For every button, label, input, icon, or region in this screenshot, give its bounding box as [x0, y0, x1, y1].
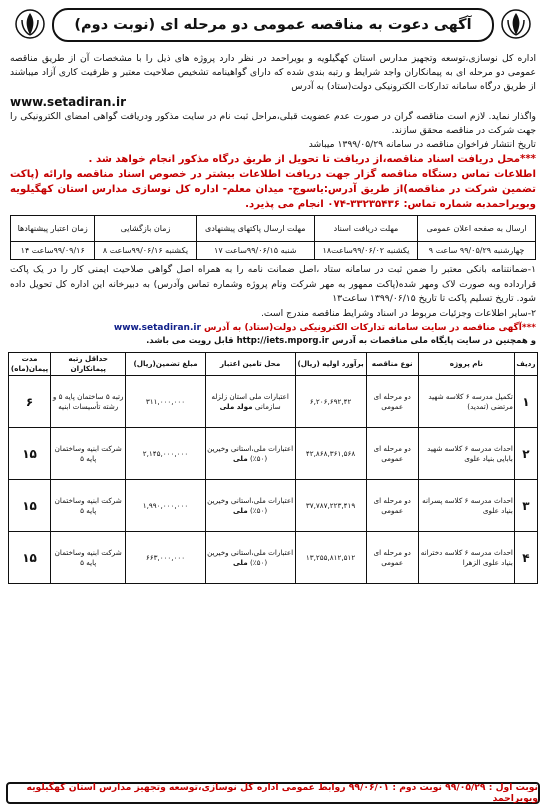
cell-source-text: اعتبارات ملی،استانی وخیرین (۵۰٪)	[207, 495, 294, 515]
schedule-header: ارسال به صفحه اعلان عمومی	[418, 216, 536, 242]
cell-row: ۴	[514, 532, 537, 584]
schedule-value: یکشنبه ۹۹/۰۶/۱۶ساعت ۸	[95, 242, 196, 260]
projects-table	[8, 352, 538, 584]
schedule-header: زمان اعتبار پیشنهادها	[11, 216, 95, 242]
col-header-source: محل تامین اعتبار	[205, 353, 295, 376]
cell-row: ۲	[514, 428, 537, 480]
col-header-row: ردیف	[514, 353, 537, 376]
cell-budget: ۶,۲۰۶,۶۹۲,۴۲	[295, 376, 366, 428]
intro-text-2: واگذار نماید. لازم است مناقصه گران در صورت عدم عضویت قبلی،مراحل ثبت نام در سایت مذکور ودریافت گواهی امضای الکترونیکی را جهت شرکت در مناقصه محقق سازند.	[10, 110, 536, 136]
iets-notice-tail: قابل رویت می باشد.	[146, 336, 234, 347]
iets-notice-text: و همچنین در سایت پایگاه ملی مناقصات به آدرس	[331, 336, 536, 347]
col-header-duration: مدت پیمان(ماه)	[9, 353, 51, 376]
cell-row: ۳	[514, 480, 537, 532]
cell-name: تکمیل مدرسه ۶ کلاسه شهید مرتضی (تمدید)	[418, 376, 514, 428]
publish-date: تاریخ انتشار فراخوان مناقصه در سامانه ۱۳۹۹/۰۵/۲۹ میباشد	[308, 139, 536, 151]
cell-source	[205, 428, 295, 480]
col-header-type: نوع مناقصه	[366, 353, 418, 376]
cell-type: دو مرحله ای عمومی	[366, 376, 418, 428]
cell-source-text: اعتبارات ملی،استانی وخیرین (۵۰٪)	[207, 547, 294, 567]
header	[8, 6, 538, 46]
cell-source	[205, 376, 295, 428]
table-row	[9, 428, 538, 480]
schedule-header: مهلت دریافت اسناد	[314, 216, 417, 242]
cell-name: احداث مدرسه ۶ کلاسه پسرانه بنیاد علوی	[418, 480, 514, 532]
table-row	[9, 376, 538, 428]
cell-name: احداث مدرسه ۶ کلاسه دخترانه بنیاد علوی الزهرا	[418, 532, 514, 584]
cell-budget: ۳۷,۷۸۷,۲۲۳,۴۱۹	[295, 480, 366, 532]
col-header-name: نام پروژه	[418, 353, 514, 376]
cell-source-text: اعتبارات ملی استان زلزله سازمانی	[211, 391, 289, 411]
cell-source-label: مولد ملی	[219, 401, 253, 411]
notice-contact-info: اطلاعات تماس دستگاه مناقصه گزار جهت دریافت اطلاعات بیشتر در خصوص اسناد مناقصه وارائه (پاکت تضمین شرکت در مناقصه)از طریق آدرس:یاسوج- میدان معلم- اداره کل نوسازی مدارس استان کهگیلویه وبویراحمدبه شماره تماس: ۳۳۲۳۵۴۳۶-۰۷۴ انجام می پذیرد.	[10, 169, 536, 211]
setad-notice	[6, 321, 540, 335]
schedule-value: شنبه ۹۹/۰۶/۱۵ساعت ۱۷	[196, 242, 314, 260]
setad-notice-link[interactable]: www.setadiran.ir	[113, 323, 201, 334]
schedule-header: زمان بازگشایی	[95, 216, 196, 242]
cell-source	[205, 532, 295, 584]
cell-source-label: ملی	[233, 453, 248, 463]
emblem-icon	[500, 8, 532, 40]
cell-budget: ۱۳,۲۵۵,۸۱۲,۵۱۲	[295, 532, 366, 584]
cell-budget: ۴۲,۸۶۸,۳۶۱,۵۶۸	[295, 428, 366, 480]
cell-name: احداث مدرسه ۶ کلاسه شهید بابایی بنیاد علوی	[418, 428, 514, 480]
cell-type: دو مرحله ای عمومی	[366, 428, 418, 480]
cell-type: دو مرحله ای عمومی	[366, 532, 418, 584]
setad-link[interactable]: www.setadiran.ir	[10, 94, 127, 109]
cell-source	[205, 480, 295, 532]
schedule-value: یکشنبه ۹۹/۰۶/۰۲ساعت۱۸	[314, 242, 417, 260]
cell-duration: ۱۵	[9, 428, 51, 480]
notice-document-location: ***محل دریافت اسناد مناقصه،از دریافت تا تحویل از طریق درگاه مذکور انجام خواهد شد .	[88, 154, 536, 166]
cell-rank: شرکت ابنیه وساختمان پایه ۵	[51, 428, 126, 480]
footer	[6, 782, 540, 804]
schedule-value: چهارشنبه ۹۹/۰۵/۲۹ ساعت ۹	[418, 242, 536, 260]
schedule-table	[10, 215, 536, 260]
guarantee-instructions: ۱-ضمانتنامه بانکی معتبر را ضمن ثبت در سامانه ستاد ،اصل ضمانت نامه را به همراه اصل گواهی صلاحیت ایمنی کار را در یک پاکت قرارداده وبه صورت لاک ومهر شده(پاکت ممهور به مهر شرکت ونام پروژه وشماره تماس وآدرس) به دبیرخانه این اداره کل تحویل داده شود. تاریخ تسلیم پاکت تا تاریخ ۱۳۹۹/۰۶/۱۵ ساعت۱۳	[10, 264, 536, 305]
intro-text: اداره کل نوسازی،توسعه وتجهیز مدارس استان کهگیلویه و بویراحمد در نظر دارد پروژه های ذیل را با مشخصات آن از طریق مناقصه عمومی دو مرحله ای به پیمانکاران واجد شرایط و رتبه بندی شده که دارای گواهینامه تشخیص صلاحیت معتبر و ظرفیت کاری آزاد میباشند از طریق درگاه سامانه تدارکات الکترونیکی دولت(ستاد) به آدرس	[10, 53, 536, 93]
cell-source-text: اعتبارات ملی،استانی وخیرین (۵۰٪)	[207, 443, 294, 463]
iets-link[interactable]: http://iets.mporg.ir	[236, 336, 329, 347]
setad-notice-text: ***آگهی مناقصه در سایت سامانه تدارکات الکترونیکی دولت(ستاد) به آدرس	[204, 323, 536, 334]
cell-rank: رتبه ۵ ساختمان پایه ۵ و رشته تأسیسات ابنیه	[51, 376, 126, 428]
cell-rank: شرکت ابنیه وساختمان پایه ۵	[51, 480, 126, 532]
cell-duration: ۱۵	[9, 480, 51, 532]
iets-notice	[6, 335, 540, 348]
cell-rank: شرکت ابنیه وساختمان پایه ۵	[51, 532, 126, 584]
col-header-guarantee: مبلغ تضمین(ریال)	[126, 353, 205, 376]
cell-guarantee: ۳۱۱,۰۰۰,۰۰۰	[126, 376, 205, 428]
cell-source-label: ملی	[233, 505, 248, 515]
col-header-rank: حداقل رتبه پیمانکاران	[51, 353, 126, 376]
cell-guarantee: ۱,۹۹۰,۰۰۰,۰۰۰	[126, 480, 205, 532]
other-info: ۲-سایر اطلاعات وجزئیات مربوط در اسناد وشرایط مناقصه مندرج است.	[260, 307, 536, 319]
cell-row: ۱	[514, 376, 537, 428]
title-box	[52, 8, 494, 42]
cell-type: دو مرحله ای عمومی	[366, 480, 418, 532]
cell-duration: ۶	[9, 376, 51, 428]
footer-text: نوبت اول : ۹۹/۰۵/۲۹ نوبت دوم : ۹۹/۰۶/۰۱ روابط عمومی اداره کل نوسازی،توسعه وتجهیز مدارس استان کهگیلویه وبویراحمد	[26, 782, 538, 804]
table-row	[9, 480, 538, 532]
emblem-icon	[14, 8, 46, 40]
page-title: آگهی دعوت به مناقصه عمومی دو مرحله ای (نوبت دوم)	[74, 17, 472, 33]
schedule-value: ۹۹/۰۹/۱۶ساعت ۱۴	[11, 242, 95, 260]
cell-source-label: ملی	[233, 557, 248, 567]
cell-guarantee: ۶۶۳,۰۰۰,۰۰۰	[126, 532, 205, 584]
cell-duration: ۱۵	[9, 532, 51, 584]
table-row	[9, 532, 538, 584]
schedule-header: مهلت ارسال پاکتهای پیشنهادی	[196, 216, 314, 242]
cell-guarantee: ۲,۱۴۵,۰۰۰,۰۰۰	[126, 428, 205, 480]
col-header-budget: برآورد اولیه (ریال)	[295, 353, 366, 376]
